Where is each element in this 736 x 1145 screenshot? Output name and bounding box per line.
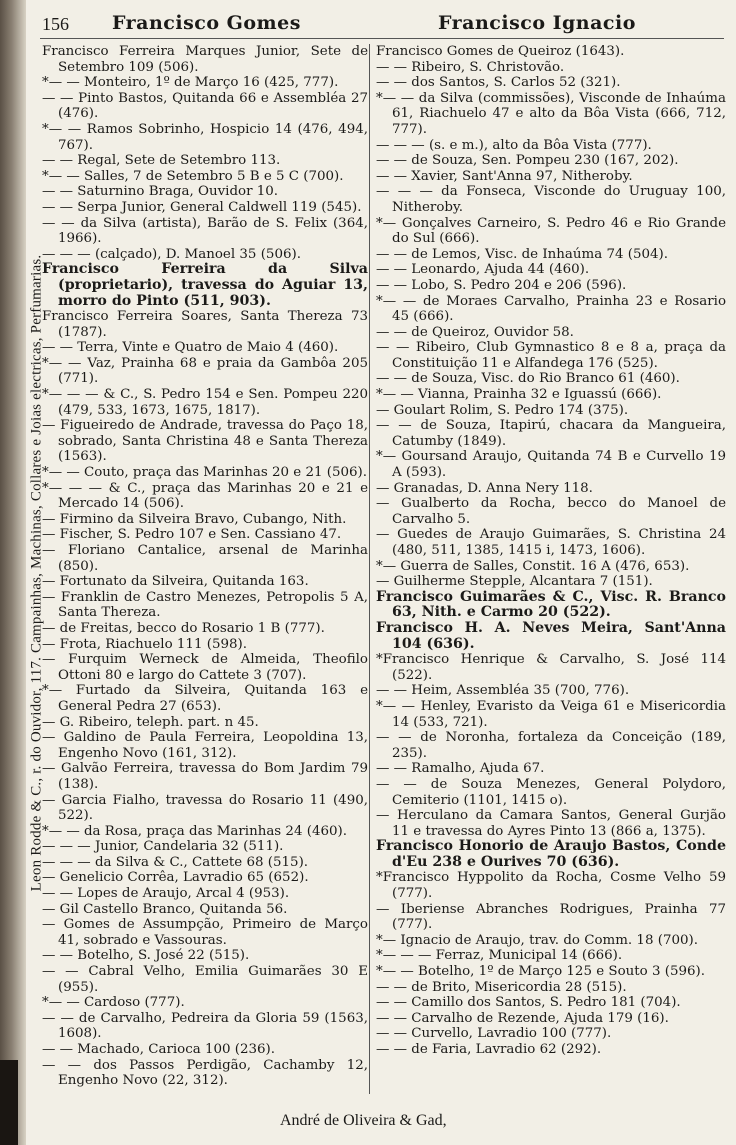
directory-entry: — — Cabral Velho, Emilia Guimarães 30 E (955). — [42, 964, 368, 995]
directory-entry: *— — de Moraes Carvalho, Prainha 23 e Rosario 45 (666). — [376, 293, 726, 325]
directory-entry: *— — da Silva (commissões), Visconde de Inhaúma 61, Riachuelo 47 e alto da Bôa Vista (666, 712, 777). — [376, 90, 726, 137]
directory-entry: — — de Queiroz, Ouvidor 58. — [376, 324, 574, 340]
directory-entry: — Genelicio Corrêa, Lavradio 65 (652). — [42, 870, 309, 886]
directory-entry: — — de Faria, Lavradio 62 (292). — [376, 1042, 602, 1057]
directory-entry: — Gomes de Assumpção, Primeiro de Março 41, sobrado e Vassouras. — [42, 917, 368, 948]
directory-entry: — — Leonardo, Ajuda 44 (460). — [376, 262, 590, 278]
directory-entry: — — Curvello, Lavradio 100 (777). — [376, 1026, 612, 1042]
directory-entry: — — Ribeiro, S. Christovão. — [376, 59, 565, 75]
directory-entry: — — Lobo, S. Pedro 204 e 206 (596). — [376, 277, 627, 293]
directory-entry: — — dos Santos, S. Carlos 52 (321). — [376, 75, 621, 91]
directory-entry: — Fischer, S. Pedro 107 e Sen. Cassiano 47. — [42, 527, 342, 543]
directory-entry: — — da Silva (artista), Barão de S. Felix (364, 1966). — [42, 215, 368, 247]
directory-entry: *— Goursand Araujo, Quitanda 74 B e Curvello 19 A (593). — [376, 449, 726, 481]
directory-entry: — — — Junior, Candelaria 32 (511). — [42, 839, 284, 855]
directory-heading-entry: Francisco Ferreira da Silva (proprietario), travessa do Aguiar 13, morro do Pinto (511, 903). — [42, 261, 368, 309]
directory-entry: — Guilherme Stepple, Alcantara 7 (151). — [376, 574, 653, 590]
directory-entry: *— — Cardoso (777). — [42, 995, 185, 1011]
column-divider — [369, 44, 370, 1094]
directory-entry: — Herculano da Camara Santos, General Gurjão 11 e travessa do Ayres Pinto 13 (866 a, 1375). — [376, 808, 726, 839]
directory-entry: — Furquim Werneck de Almeida, Theofilo Ottoni 80 e largo do Cattete 3 (707). — [42, 652, 368, 683]
directory-entry: — — de Souza, Itapirú, chacara da Mangueira, Catumby (1849). — [376, 418, 726, 449]
directory-entry: — Garcia Fialho, travessa do Rosario 11 (490, 522). — [42, 792, 368, 824]
directory-entry: — Figueiredo de Andrade, travessa do Paço 18, sobrado, Santa Christina 48 e Santa Thereza (1563). — [42, 418, 368, 465]
directory-entry: — — dos Passos Perdigão, Cachamby 12, Engenho Novo (22, 312). — [42, 1057, 368, 1089]
directory-entry: *Francisco Hyppolito da Rocha, Cosme Velho 59 (777). — [376, 870, 726, 902]
directory-entry: Francisco Gomes de Queiroz (1643). — [376, 44, 625, 59]
directory-entry: *— Furtado da Silveira, Quitanda 163 e General Pedra 27 (653). — [42, 683, 368, 714]
directory-entry: *— Gonçalves Carneiro, S. Pedro 46 e Rio Grande do Sul (666). — [376, 215, 726, 247]
directory-entry: *— — — & C., praça das Marinhas 20 e 21 e Mercado 14 (506). — [42, 480, 368, 512]
directory-entry: Francisco Ferreira Marques Junior, Sete de Setembro 109 (506). — [42, 44, 368, 75]
directory-entry: *Francisco Henrique & Carvalho, S. José 114 (522). — [376, 652, 726, 683]
directory-entry: — Franklin de Castro Menezes, Petropolis 5 A, Santa Thereza. — [42, 589, 368, 621]
directory-entry: — G. Ribeiro, teleph. part. n 45. — [42, 714, 259, 730]
directory-entry: — — Pinto Bastos, Quitanda 66 e Assembléa 27 (476). — [42, 90, 368, 122]
directory-entry: — Granadas, D. Anna Nery 118. — [376, 480, 593, 496]
directory-entry: — — de Noronha, fortaleza da Conceição (189, 235). — [376, 730, 726, 761]
directory-entry: — Iberiense Abranches Rodrigues, Prainha 77 (777). — [376, 901, 726, 933]
directory-entry: — — Saturnino Braga, Ouvidor 10. — [42, 184, 279, 200]
directory-entry: — — de Souza, Sen. Pompeu 230 (167, 202). — [376, 153, 679, 169]
directory-entry: *— Ignacio de Araujo, trav. do Comm. 18 (700). — [376, 932, 698, 948]
directory-entry: — Floriano Cantalice, arsenal de Marinha (850). — [42, 543, 368, 574]
directory-entry: — de Freitas, becco do Rosario 1 B (777). — [42, 620, 325, 636]
directory-entry: — Guedes de Araujo Guimarães, S. Christina 24 (480, 511, 1385, 1415 i, 1473, 1606). — [376, 527, 726, 558]
directory-entry: — — Ribeiro, Club Gymnastico 8 e 8 a, praça da Constituição 11 e Alfandega 176 (525). — [376, 340, 726, 371]
directory-heading-entry: Francisco H. A. Neves Meira, Sant'Anna 104 (636). — [376, 619, 726, 652]
page-number: 156 — [42, 14, 69, 34]
directory-entry: — — Xavier, Sant'Anna 97, Nitheroby. — [376, 168, 633, 184]
directory-entry: — — Regal, Sete de Setembro 113. — [42, 153, 281, 169]
directory-entry: — — Camillo dos Santos, S. Pedro 181 (704). — [376, 995, 681, 1011]
directory-entry: *— — Monteiro, 1º de Março 16 (425, 777). — [42, 75, 339, 91]
directory-entry: — — — da Fonseca, Visconde do Uruguay 100, Nitheroby. — [376, 184, 726, 215]
right-column — [376, 44, 726, 1058]
directory-entry: *— — da Rosa, praça das Marinhas 24 (460). — [42, 823, 347, 839]
page-footer: André de Oliveira & Gad, — [280, 1112, 447, 1129]
directory-entry: — Goulart Rolim, S. Pedro 174 (375). — [376, 402, 629, 418]
directory-entry: *— — — Ferraz, Municipal 14 (666). — [376, 948, 623, 964]
directory-heading-entry: Francisco Honorio de Araujo Bastos, Conde d'Eu 238 e Ourives 70 (636). — [376, 838, 726, 870]
directory-entry: *— Guerra de Salles, Constit. 16 A (476, 653). — [376, 558, 690, 574]
directory-entry: — Gualberto da Rocha, becco do Manoel de Carvalho 5. — [376, 496, 726, 527]
directory-entry: *— — Henley, Evaristo da Veiga 61 e Misericordia 14 (533, 721). — [376, 698, 726, 730]
directory-entry: *— — Vaz, Prainha 68 e praia da Gambôa 205 (771). — [42, 355, 368, 387]
running-head-left: Francisco Gomes — [112, 12, 301, 34]
directory-entry: Francisco Ferreira Soares, Santa Thereza 73 (1787). — [42, 309, 368, 340]
directory-entry: *— — Ramos Sobrinho, Hospicio 14 (476, 494, 767). — [42, 121, 368, 153]
left-column — [42, 44, 368, 1089]
directory-entry: — — de Carvalho, Pedreira da Gloria 59 (1563, 1608). — [42, 1010, 368, 1042]
directory-entry: — — de Souza, Visc. do Rio Branco 61 (460). — [376, 371, 680, 387]
directory-entry: — — Serpa Junior, General Caldwell 119 (545). — [42, 199, 362, 215]
directory-entry: *— — Salles, 7 de Setembro 5 B e 5 C (700). — [42, 168, 344, 184]
directory-entry: — Gil Castello Branco, Quitanda 56. — [42, 901, 288, 917]
directory-entry: — — Lopes de Araujo, Arcal 4 (953). — [42, 886, 290, 902]
directory-entry: — — — da Silva & C., Cattete 68 (515). — [42, 854, 309, 870]
directory-entry: — — Machado, Carioca 100 (236). — [42, 1042, 276, 1057]
directory-entry: *— — Couto, praça das Marinhas 20 e 21 (506). — [42, 465, 368, 481]
directory-entry: — — Heim, Assembléa 35 (700, 776). — [376, 683, 630, 699]
directory-entry: — Frota, Riachuelo 111 (598). — [42, 636, 247, 652]
header-rule — [40, 38, 724, 39]
directory-entry: — Galvão Ferreira, travessa do Bom Jardim 79 (138). — [42, 761, 368, 792]
directory-entry: — Galdino de Paula Ferreira, Leopoldina 13, Engenho Novo (161, 312). — [42, 730, 368, 761]
book-binding-edge — [0, 1060, 18, 1145]
directory-entry: — — Carvalho de Rezende, Ajuda 179 (16). — [376, 1010, 669, 1026]
directory-entry: — — de Brito, Misericordia 28 (515). — [376, 979, 627, 995]
directory-entry: — — — (s. e m.), alto da Bôa Vista (777). — [376, 137, 652, 153]
running-head-right: Francisco Ignacio — [438, 12, 636, 34]
directory-entry: *— — Botelho, 1º de Março 125 e Souto 3 (596). — [376, 964, 706, 980]
directory-entry: *— — — & C., S. Pedro 154 e Sen. Pompeu 220 (479, 533, 1673, 1675, 1817). — [42, 387, 368, 418]
directory-entry: — Fortunato da Silveira, Quitanda 163. — [42, 574, 309, 590]
side-advertisement-text: Leon Rodde & C., r. do Ouvidor, 117. Campainhas, Machinas, Collares e Joias electricas, Perfumarias. — [28, 254, 45, 891]
directory-entry: — — — (calçado), D. Manoel 35 (506). — [42, 246, 301, 262]
book-spine-shadow — [0, 0, 26, 1145]
directory-entry: — — Ramalho, Ajuda 67. — [376, 761, 545, 777]
directory-entry: *— — Vianna, Prainha 32 e Iguassú (666). — [376, 387, 662, 403]
directory-entry: — — de Lemos, Visc. de Inhaúma 74 (504). — [376, 246, 669, 262]
directory-entry: — — Terra, Vinte e Quatro de Maio 4 (460). — [42, 340, 339, 356]
directory-entry: — — Botelho, S. José 22 (515). — [42, 948, 250, 964]
directory-entry: — — de Souza Menezes, General Polydoro, Cemiterio (1101, 1415 o). — [376, 776, 726, 808]
directory-heading-entry: Francisco Guimarães & C., Visc. R. Branco 63, Nith. e Carmo 20 (522). — [376, 588, 726, 621]
directory-entry: — Firmino da Silveira Bravo, Cubango, Nith. — [42, 511, 347, 527]
